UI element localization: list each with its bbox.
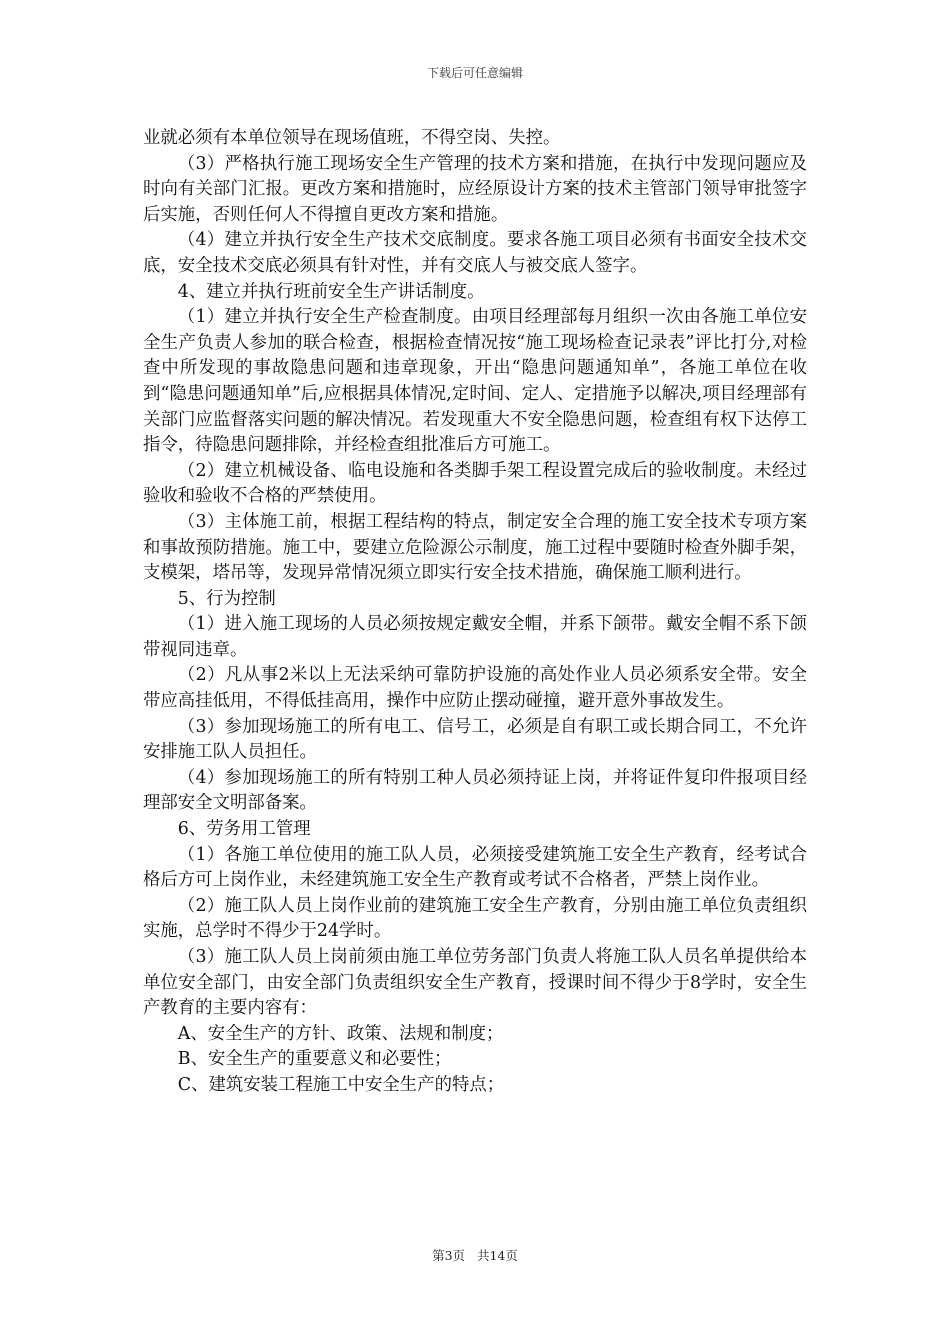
page-total: 共14页 <box>476 1248 518 1263</box>
section-heading: 4、建立并执行班前安全生产讲话制度。 <box>177 281 485 302</box>
page-footer <box>0 1246 950 1264</box>
paragraph: （2）凡从事2米以上无法采纳可靠防护设施的高处作业人员必须系安全带。安全带应高挂低用，不得低挂高用，操作中应防止摆动碰撞，避开意外事故发生。 <box>143 665 807 712</box>
list-item: B、安全生产的重要意义和必要性； <box>177 1049 452 1070</box>
paragraph: （1）建立并执行安全生产检查制度。由项目经理部每月组织一次由各施工单位安全生产负责人参加的联合检查，根据检查情况按“施工现场检查记录表”评比打分,对检查中所发现的事故隐患问题和违章现象，开出“隐患问题通知单”，各施工单位在收到“隐患问题通知单”后,应根据具体情况,定时间、定人、定措施予以解决,项目经理部有关部门应监督落实问题的解决情况。若发现重大不安全隐患问题，检查组有权下达停工指令，待隐患问题排除，并经检查组批准后方可施工。 <box>143 307 807 456</box>
paragraph: （3）严格执行施工现场安全生产管理的技术方案和措施，在执行中发现问题应及时向有关部门汇报。更改方案和措施时，应经原设计方案的技术主管部门领导审批签字后实施，否则任何人不得擅自更改方案和措施。 <box>143 153 807 225</box>
paragraph: （3）参加现场施工的所有电工、信号工，必须是自有职工或长期合同工，不允许安排施工队人员担任。 <box>143 716 807 763</box>
paragraph: 业就必须有本单位领导在现场值班，不得空岗、失控。 <box>143 128 561 148</box>
page-header: 下载后可任意编辑 <box>426 66 523 80</box>
document-body <box>143 126 807 1099</box>
list-item: A、安全生产的方针、政策、法规和制度； <box>177 1023 504 1044</box>
paragraph: （1）各施工单位使用的施工队人员，必须接受建筑施工安全生产教育，经考试合格后方可上岗作业，未经建筑施工安全生产教育或考试不合格者，严禁上岗作业。 <box>143 844 807 891</box>
page-number: 第3页 <box>432 1248 466 1263</box>
paragraph: （4）参加现场施工的所有特别工种人员必须持证上岗，并将证件复印件报项目经理部安全文明部备案。 <box>143 767 807 814</box>
paragraph: （2）施工队人员上岗作业前的建筑施工安全生产教育，分别由施工单位负责组织实施，总学时不得少于24学时。 <box>143 895 807 942</box>
section-heading: 6、劳务用工管理 <box>177 819 311 840</box>
paragraph: （3）施工队人员上岗前须由施工单位劳务部门负责人将施工队人员名单提供给本单位安全部门，由安全部门负责组织安全生产教育，授课时间不得少于8学时，安全生产教育的主要内容有： <box>143 947 807 1019</box>
paragraph: （3）主体施工前，根据工程结构的特点，制定安全合理的施工安全技术专项方案和事故预防措施。施工中，要建立危险源公示制度，施工过程中要随时检查外脚手架，支模架，塔吊等，发现异常情况须立即实行安全技术措施，确保施工顺利进行。 <box>143 511 807 584</box>
paragraph: （2）建立机械设备、临电设施和各类脚手架工程设置完成后的验收制度。未经过验收和验收不合格的严禁使用。 <box>143 460 807 507</box>
paragraph: （4）建立并执行安全生产技术交底制度。要求各施工项目必须有书面安全技术交底，安全技术交底必须具有针对性，并有交底人与被交底人签字。 <box>143 230 807 276</box>
list-item: C、建筑安装工程施工中安全生产的特点； <box>177 1074 505 1095</box>
section-heading: 5、行为控制 <box>177 588 276 609</box>
paragraph: （1）进入施工现场的人员必须按规定戴安全帽，并系下颌带。戴安全帽不系下颌带视同违章。 <box>143 614 807 660</box>
